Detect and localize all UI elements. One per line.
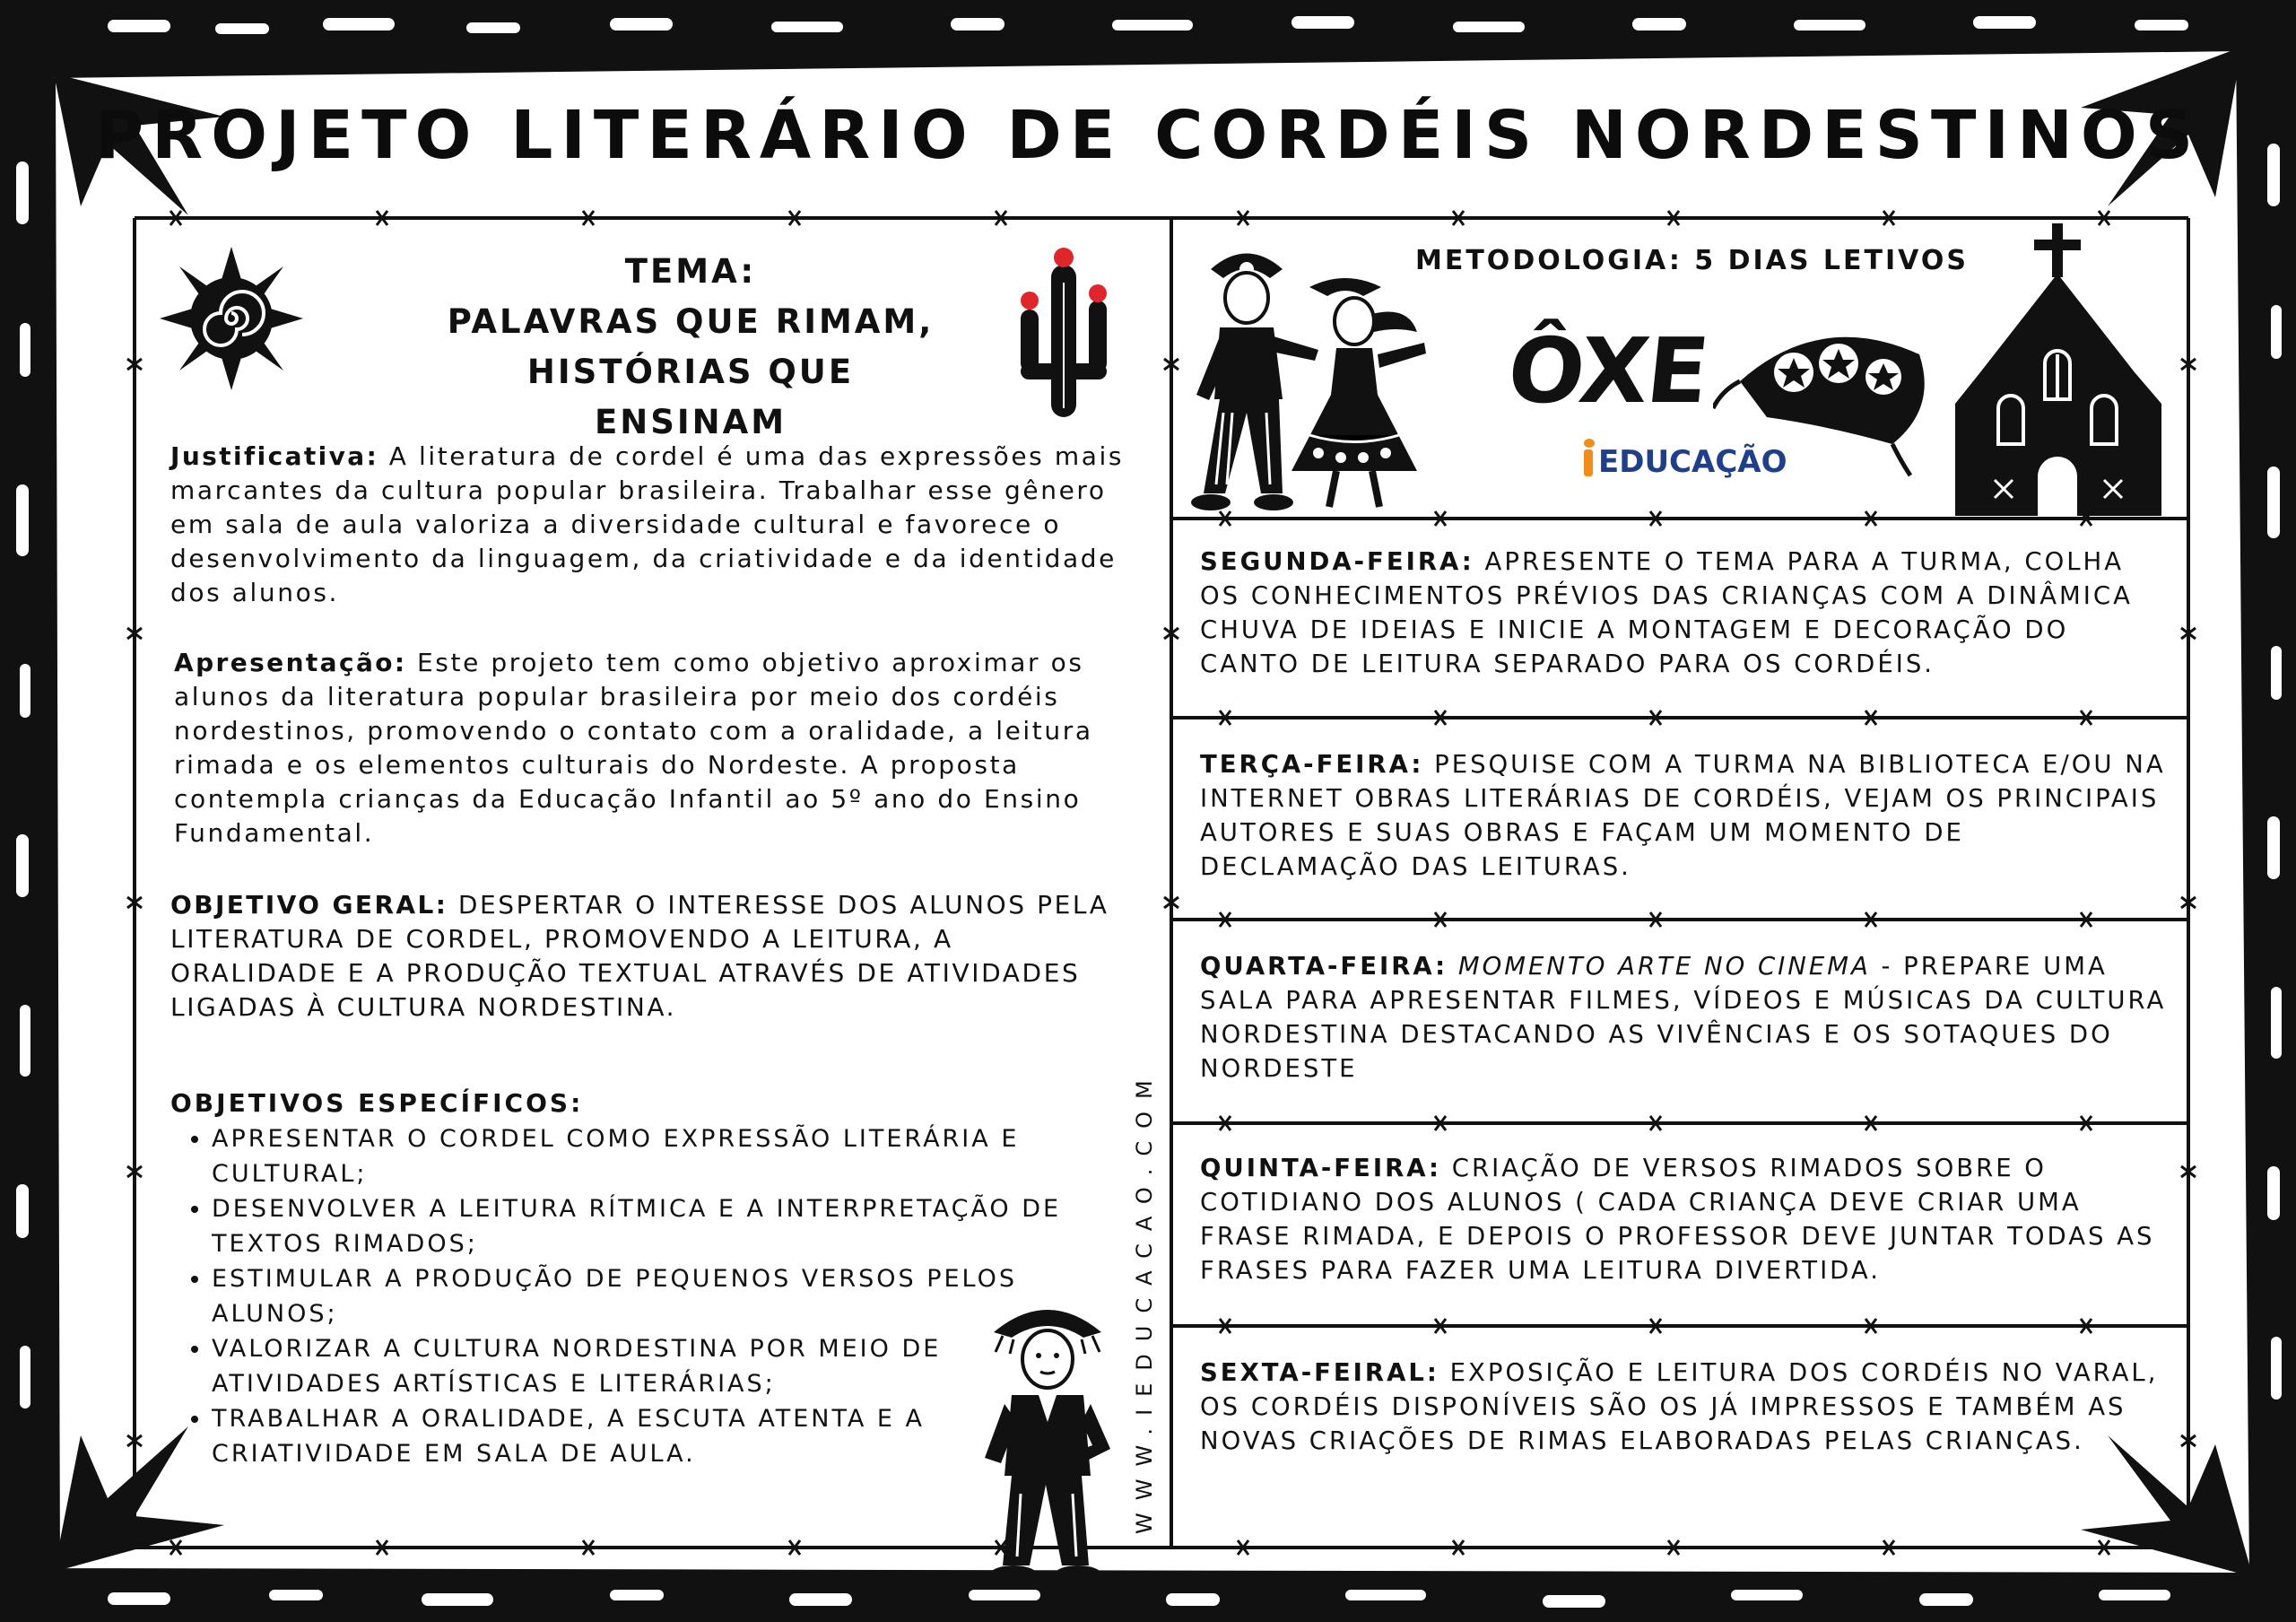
brand-i-icon [1584,449,1593,476]
day-sexta [1200,1356,2169,1458]
day-terca [1200,747,2169,884]
day-label: QUINTA-FEIRA: [1200,1154,1442,1182]
tema-line-2: PALAVRAS QUE RIMAM, [447,302,935,341]
day-text: CRIAÇÃO DE VERSOS RIMADOS SOBRE O COTIDIANO DOS ALUNOS ( CADA CRIANÇA DEVE CRIAR UMA FRASE RIMADA, E DEPOIS O PROFESSOR DEVE JUNTAR TODAS AS FRASES PARA FAZER UMA LEITURA DIVERTIDA. [1200,1154,2155,1285]
list-item: • DESENVOLVER A LEITURA RÍTMICA E A INTERPRETAÇÃO DE TEXTOS RIMADOS; [212,1191,1153,1261]
objetivo-geral-paragraph [170,888,1130,1025]
brand-i-dot [1584,439,1595,448]
day-quarta [1200,949,2169,1086]
left-panel [135,220,1166,1548]
day-text: APRESENTE O TEMA PARA A TURMA, COLHA OS CONHECIMENTOS PRÉVIOS DAS CRIANÇAS COM A DINÂMICA CHUVA DE IDEIAS E INICIE A MONTAGEM E DECORAÇÃO DO CANTO DE LEITURA SEPARADO PARA OS CORDÉIS. [1200,547,2133,678]
list-item: • VALORIZAR A CULTURA NORDESTINA POR MEIO DE ATIVIDADES ARTÍSTICAS E LITERÁRIAS; [212,1331,1153,1401]
day-italic-text: MOMENTO ARTE NO CINEMA [1448,952,1871,981]
justificativa-label: Justificativa: [170,441,379,471]
list-item: • ESTIMULAR A PRODUÇÃO DE PEQUENOS VERSOS PELOS ALUNOS; [212,1261,1153,1331]
oxe-logo-text: ÔXE [1502,318,1713,423]
tema-line-3: HISTÓRIAS QUE ENSINAM [526,353,855,441]
day-label: SEXTA-FEIRAL: [1200,1358,1439,1387]
sun-icon [160,247,303,390]
cactus-icon [1013,238,1112,417]
apresentacao-label: Apresentação: [174,648,407,677]
day-label: QUARTA-FEIRA: [1200,952,1448,981]
brand-educacao-text: EDUCAÇÃO [1598,444,1787,480]
church-icon [1955,220,2161,520]
page-title: PROJETO LITERÁRIO DE CORDÉIS NORDESTINOS [94,97,2202,174]
day-quinta [1200,1151,2169,1287]
website-url: WWW.IEDUCACAO.COM [1132,1068,1157,1534]
objetivo-geral-label: OBJETIVO GERAL: [170,890,448,920]
tema-heading [430,247,951,448]
list-item: • TRABALHAR A ORALIDADE, A ESCUTA ATENTA E A CRIATIVIDADE EM SALA DE AULA. [212,1401,1153,1471]
metodologia-heading: METODOLOGIA: 5 DIAS LETIVOS [1415,245,1969,276]
list-item: • APRESENTAR O CORDEL COMO EXPRESSÃO LITERÁRIA E CULTURAL; [212,1121,1153,1191]
cangaceiro-hat-icon [1713,318,1937,480]
day-segunda [1200,545,2169,681]
day-text: PESQUISE COM A TURMA NA BIBLIOTECA E/OU NA INTERNET OBRAS LITERÁRIAS DE CORDÉIS, VEJAM OS PRINCIPAIS AUTORES E SUAS OBRAS E FAÇAM UM MOMENTO DE DECLAMAÇÃO DAS LEITURAS. [1200,750,2166,881]
objetivos-especificos-label: OBJETIVOS ESPECÍFICOS: [170,1088,584,1118]
dancing-couple-icon [1184,242,1471,520]
objetivo-geral-text: DESPERTAR O INTERESSE DOS ALUNOS PELA LITERATURA DE CORDEL, PROMOVENDO A LEITURA, A ORALIDADE E A PRODUÇÃO TEXTUAL ATRAVÉS DE ATIVIDADES LIGADAS À CULTURA NORDESTINA. [170,890,1109,1022]
day-text: - PREPARE UMA SALA PARA APRESENTAR FILMES, VÍDEOS E MÚSICAS DA CULTURA NORDESTINA DESTACANDO AS VIVÊNCIAS E OS SOTAQUES DO NORDESTE [1200,952,2167,1083]
day-label: SEGUNDA-FEIRA: [1200,547,1474,576]
day-label: TERÇA-FEIRA: [1200,750,1424,779]
justificativa-text: A literatura de cordel é uma das expressões mais marcantes da cultura popular brasileira. Trabalhar esse gênero em sala de aula valoriza a diversidade cultural e favorece o desenvolvimento da linguagem, da criatividade e da identidade dos alunos. [170,441,1125,607]
day-text: EXPOSIÇÃO E LEITURA DOS CORDÉIS NO VARAL, OS CORDÉIS DISPONÍVEIS SÃO OS JÁ IMPRESSOS E TAMBÉM AS NOVAS CRIAÇÕES DE RIMAS ELABORADAS PELAS CRIANÇAS. [1200,1358,2159,1455]
apresentacao-paragraph [174,646,1134,850]
apresentacao-text: Este projeto tem como objetivo aproximar os alunos da literatura popular brasileira por meio dos cordéis nordestinos, promovendo o contato com a oralidade, a leitura rimada e os elementos culturais do Nordeste. A proposta contempla crianças da Educação Infantil ao 5º ano do Ensino Fundamental. [174,648,1093,848]
tema-label: TEMA: [624,252,757,291]
justificativa-paragraph [170,440,1130,610]
cangaceiro-figure-icon [976,1296,1119,1592]
right-panel [1175,220,2188,1548]
